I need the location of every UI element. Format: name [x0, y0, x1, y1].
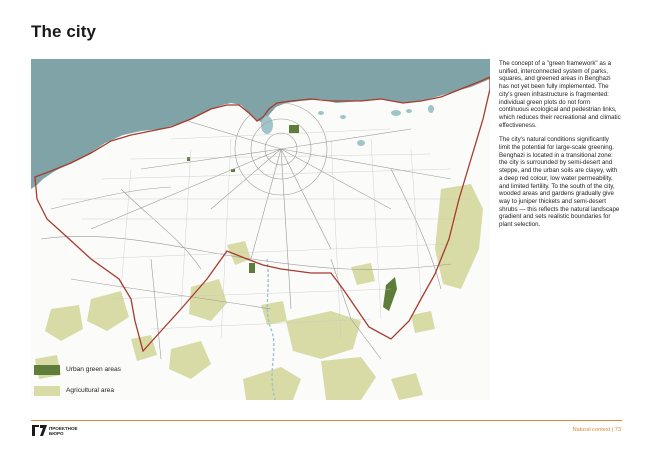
logo-line-2: БЮРО: [49, 430, 64, 436]
logo-text: [49, 426, 78, 436]
page-title: The city: [31, 22, 97, 41]
legend-swatch-urban-green: [34, 365, 60, 375]
body-text: [499, 60, 621, 236]
footer-section-label: Natural context | 73: [572, 427, 621, 433]
paragraph-1: The concept of a "green framework" as a unified, interconnected system of parks, squares, and greened areas in Benghazi has not yet been fully implemented. The city's green infrastructure is fragmented: individual green plots do not form continuous ecological and pedestrian links, which reduces their recreational and climatic effectiveness.: [499, 60, 621, 129]
paragraph-2: The city's natural conditions significantly limit the potential for large-scale greening. Benghazi is located in a transitional zone: the city is surrounded by semi-desert and steppe, and the urban soils are clayey, with a deep red colour, low water permeability, and limited fertility. To the south of the city, wooded areas and gardens gradually give way to juniper thickets and semi-desert shrubs — this reflects the natural landscape gradient and sets realistic boundaries for plant selection.: [499, 136, 620, 229]
legend-item-agricultural: [34, 385, 121, 396]
city-map: [31, 59, 490, 400]
sea-area: [31, 59, 490, 189]
logo-mark-icon: [32, 425, 47, 436]
water-bodies: [261, 105, 434, 146]
logo-line-1: ПРОЕКТНОЕ: [49, 425, 78, 431]
legend-item-urban-green: [34, 364, 121, 375]
map-canvas: [31, 59, 490, 400]
legend-swatch-agricultural: [34, 386, 60, 396]
bureau-logo: [32, 425, 78, 436]
map-legend: [34, 364, 121, 406]
legend-label-urban-green: Urban green areas: [66, 366, 121, 373]
legend-label-agricultural: Agricultural area: [66, 387, 115, 394]
footer-divider: [31, 420, 622, 421]
